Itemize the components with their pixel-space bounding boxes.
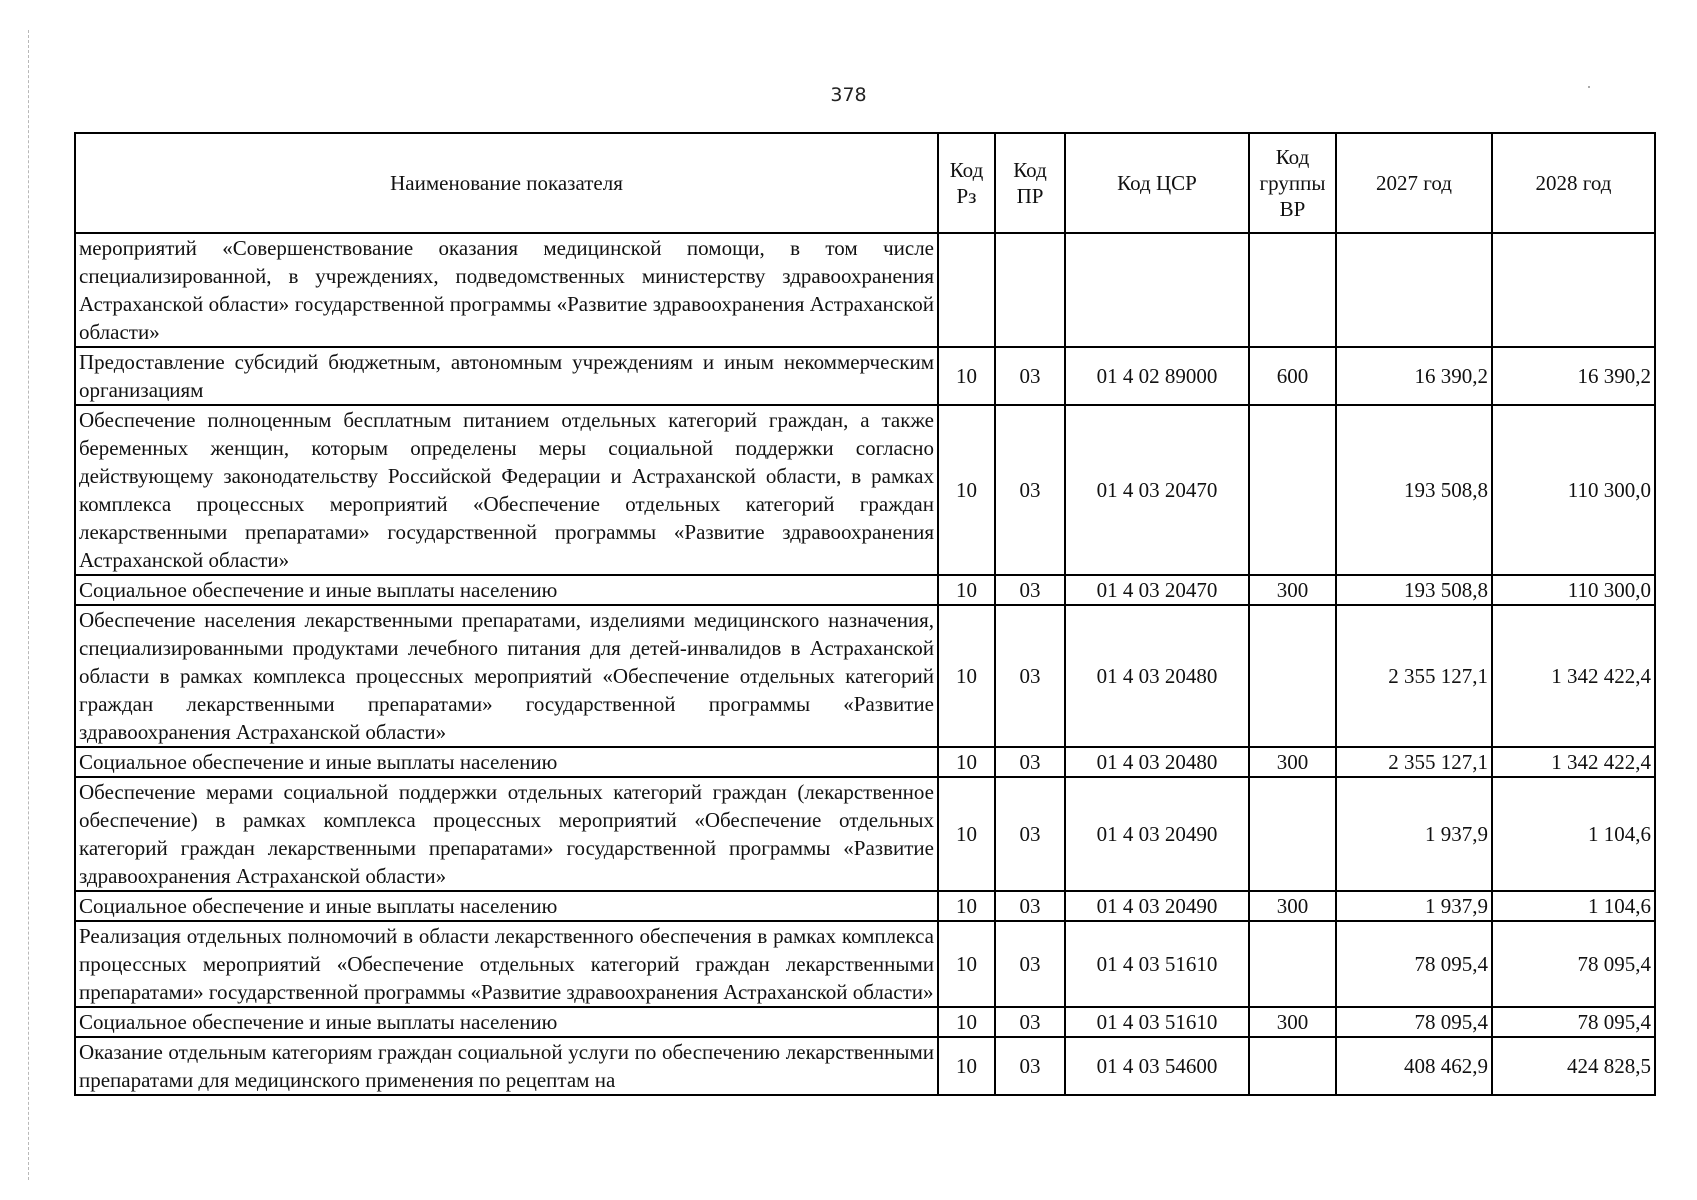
cell-rz: 10 — [938, 1007, 995, 1037]
table-row — [75, 233, 1655, 347]
binding-margin-line — [28, 30, 29, 1180]
cell-pr — [995, 233, 1065, 347]
cell-rz: 10 — [938, 747, 995, 777]
cell-name: Обеспечение населения лекарственными препаратами, изделиями медицинского назначения, специализированными продуктами лечебного питания для детей-инвалидов в Астраханской области в рамках комплекса процессных мероприятий «Обеспечение отдельных категорий граждан лекарственными препаратами» государственной программы «Развитие здравоохранения Астраханской области» — [75, 605, 938, 747]
cell-2027: 78 095,4 — [1336, 921, 1492, 1007]
cell-name: Обеспечение полноценным бесплатным питанием отдельных категорий граждан, а также беременных женщин, которым определены меры социальной поддержки согласно действующему законодательству Российской Федерации и Астраханской области, в рамках комплекса процессных мероприятий «Обеспечение отдельных категорий граждан лекарственными препаратами» государственной программы «Развитие здравоохранения Астраханской области» — [75, 405, 938, 575]
cell-vr — [1249, 921, 1336, 1007]
cell-rz: 10 — [938, 575, 995, 605]
cell-2028: 1 342 422,4 — [1492, 747, 1655, 777]
cell-vr: 600 — [1249, 347, 1336, 405]
cell-name: мероприятий «Совершенствование оказания медицинской помощи, в том числе специализированной, в учреждениях, подведомственных министерству здравоохранения Астраханской области» государственной программы «Развитие здравоохранения Астраханской области» — [75, 233, 938, 347]
cell-pr: 03 — [995, 1037, 1065, 1095]
cell-rz: 10 — [938, 1037, 995, 1095]
cell-2027: 408 462,9 — [1336, 1037, 1492, 1095]
cell-pr: 03 — [995, 921, 1065, 1007]
cell-2027: 78 095,4 — [1336, 1007, 1492, 1037]
cell-csr: 01 4 03 20490 — [1065, 891, 1249, 921]
budget-table — [74, 132, 1656, 1096]
cell-rz: 10 — [938, 347, 995, 405]
cell-name: Оказание отдельным категориям граждан социальной услуги по обеспечению лекарственными препаратами для медицинского применения по рецептам на — [75, 1037, 938, 1095]
cell-csr: 01 4 03 20490 — [1065, 777, 1249, 891]
cell-pr: 03 — [995, 747, 1065, 777]
table-row — [75, 1007, 1655, 1037]
cell-2027: 193 508,8 — [1336, 575, 1492, 605]
header-pr: Код ПР — [995, 133, 1065, 233]
cell-csr: 01 4 03 20480 — [1065, 605, 1249, 747]
cell-rz: 10 — [938, 777, 995, 891]
cell-name: Реализация отдельных полномочий в области лекарственного обеспечения в рамках комплекса процессных мероприятий «Обеспечение отдельных категорий граждан лекарственными препаратами» государственной программы «Развитие здравоохранения Астраханской области» — [75, 921, 938, 1007]
cell-pr: 03 — [995, 891, 1065, 921]
cell-rz: 10 — [938, 921, 995, 1007]
cell-rz: 10 — [938, 891, 995, 921]
table-row — [75, 921, 1655, 1007]
cell-rz — [938, 233, 995, 347]
table-row — [75, 777, 1655, 891]
cell-vr — [1249, 777, 1336, 891]
cell-name: Обеспечение мерами социальной поддержки отдельных категорий граждан (лекарственное обеспечение) в рамках комплекса процессных мероприятий «Обеспечение отдельных категорий граждан лекарственными препаратами» государственной программы «Развитие здравоохранения Астраханской области» — [75, 777, 938, 891]
cell-2027: 1 937,9 — [1336, 777, 1492, 891]
table-row — [75, 405, 1655, 575]
cell-vr — [1249, 405, 1336, 575]
cell-2028 — [1492, 233, 1655, 347]
header-vr: Код группы ВР — [1249, 133, 1336, 233]
cell-vr — [1249, 1037, 1336, 1095]
cell-csr: 01 4 02 89000 — [1065, 347, 1249, 405]
cell-2028: 16 390,2 — [1492, 347, 1655, 405]
cell-vr — [1249, 233, 1336, 347]
cell-csr: 01 4 03 54600 — [1065, 1037, 1249, 1095]
table-row — [75, 347, 1655, 405]
header-2027: 2027 год — [1336, 133, 1492, 233]
table-row — [75, 575, 1655, 605]
cell-pr: 03 — [995, 605, 1065, 747]
header-2028: 2028 год — [1492, 133, 1655, 233]
cell-vr: 300 — [1249, 747, 1336, 777]
cell-pr: 03 — [995, 575, 1065, 605]
cell-csr: 01 4 03 51610 — [1065, 1007, 1249, 1037]
cell-vr: 300 — [1249, 575, 1336, 605]
cell-2027: 2 355 127,1 — [1336, 747, 1492, 777]
table-row — [75, 1037, 1655, 1095]
cell-csr — [1065, 233, 1249, 347]
cell-2028: 78 095,4 — [1492, 1007, 1655, 1037]
cell-csr: 01 4 03 20480 — [1065, 747, 1249, 777]
cell-rz: 10 — [938, 405, 995, 575]
cell-2028: 1 104,6 — [1492, 777, 1655, 891]
cell-name: Социальное обеспечение и иные выплаты населению — [75, 1007, 938, 1037]
header-csr: Код ЦСР — [1065, 133, 1249, 233]
cell-name: Социальное обеспечение и иные выплаты населению — [75, 747, 938, 777]
cell-csr: 01 4 03 20470 — [1065, 405, 1249, 575]
cell-2027: 2 355 127,1 — [1336, 605, 1492, 747]
cell-2027: 16 390,2 — [1336, 347, 1492, 405]
cell-2028: 1 342 422,4 — [1492, 605, 1655, 747]
table-row — [75, 747, 1655, 777]
cell-pr: 03 — [995, 347, 1065, 405]
cell-pr: 03 — [995, 405, 1065, 575]
cell-rz: 10 — [938, 605, 995, 747]
cell-vr: 300 — [1249, 1007, 1336, 1037]
cell-2028: 110 300,0 — [1492, 575, 1655, 605]
cell-2028: 78 095,4 — [1492, 921, 1655, 1007]
header-rz: Код Рз — [938, 133, 995, 233]
cell-2027: 1 937,9 — [1336, 891, 1492, 921]
cell-2028: 424 828,5 — [1492, 1037, 1655, 1095]
cell-pr: 03 — [995, 1007, 1065, 1037]
cell-name: Социальное обеспечение и иные выплаты населению — [75, 575, 938, 605]
cell-2027 — [1336, 233, 1492, 347]
page-number: 378 — [830, 84, 867, 106]
cell-2028: 110 300,0 — [1492, 405, 1655, 575]
cell-name: Предоставление субсидий бюджетным, автономным учреждениям и иным некоммерческим организациям — [75, 347, 938, 405]
cell-csr: 01 4 03 20470 — [1065, 575, 1249, 605]
cell-pr: 03 — [995, 777, 1065, 891]
cell-name: Социальное обеспечение и иные выплаты населению — [75, 891, 938, 921]
cell-2027: 193 508,8 — [1336, 405, 1492, 575]
cell-vr — [1249, 605, 1336, 747]
header-name: Наименование показателя — [75, 133, 938, 233]
table-row — [75, 891, 1655, 921]
cell-2028: 1 104,6 — [1492, 891, 1655, 921]
cell-vr: 300 — [1249, 891, 1336, 921]
table-row — [75, 605, 1655, 747]
cell-csr: 01 4 03 51610 — [1065, 921, 1249, 1007]
table-header-row — [75, 133, 1655, 233]
